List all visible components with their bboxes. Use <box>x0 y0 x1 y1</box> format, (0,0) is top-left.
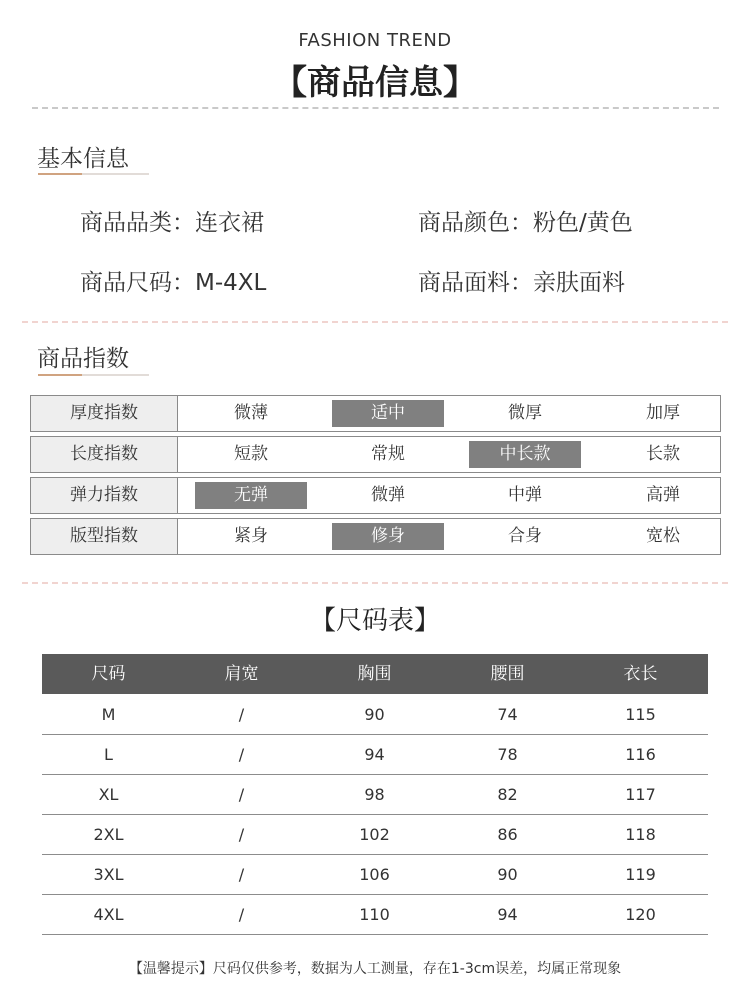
table-cell: L <box>104 745 113 764</box>
table-cell: 90 <box>497 865 518 884</box>
table-row <box>42 895 708 935</box>
info-category: 商品品类：连衣裙 <box>80 210 264 236</box>
index-label: 长度指数 <box>31 437 178 472</box>
table-cell: 98 <box>364 785 385 804</box>
index-option: 短款 <box>234 444 268 464</box>
section-heading-basic: 基本信息 <box>37 146 129 172</box>
size-table-header <box>42 654 708 694</box>
column-header: 衣长 <box>623 664 658 684</box>
table-row <box>42 775 708 815</box>
table-cell: 2XL <box>93 825 124 844</box>
divider <box>22 582 728 584</box>
table-row <box>42 735 708 775</box>
index-option: 紧身 <box>234 526 268 546</box>
section-underline <box>38 173 149 175</box>
table-cell: 116 <box>625 745 656 764</box>
column-header: 尺码 <box>91 664 126 684</box>
column-header: 肩宽 <box>224 664 259 684</box>
table-row <box>42 855 708 895</box>
size-tip: 【温馨提示】尺码仅供参考，数据为人工测量，存在1-3cm误差，均属正常现象 <box>128 961 622 977</box>
table-cell: 78 <box>497 745 518 764</box>
index-option: 宽松 <box>646 526 680 546</box>
table-cell: 82 <box>497 785 518 804</box>
table-cell: 119 <box>625 865 656 884</box>
index-option: 微弹 <box>371 485 405 505</box>
index-option: 中弹 <box>508 485 542 505</box>
table-cell: 120 <box>625 905 656 924</box>
page-title: 【商品信息】 <box>273 63 477 103</box>
index-option-selected: 无弹 <box>195 482 307 509</box>
table-cell: 94 <box>364 745 385 764</box>
table-cell: 94 <box>497 905 518 924</box>
info-color: 商品颜色：粉色/黄色 <box>418 210 633 236</box>
table-cell: / <box>238 705 245 724</box>
table-cell: 118 <box>625 825 656 844</box>
divider <box>32 107 719 109</box>
section-underline <box>38 374 149 376</box>
index-row <box>30 477 721 514</box>
index-option: 高弹 <box>646 485 680 505</box>
index-option-selected: 修身 <box>332 523 444 550</box>
table-cell: 3XL <box>93 865 124 884</box>
info-fabric: 商品面料：亲肤面料 <box>418 270 625 296</box>
table-cell: 102 <box>359 825 390 844</box>
table-cell: / <box>238 785 245 804</box>
column-header: 腰围 <box>490 664 525 684</box>
index-option-selected: 中长款 <box>469 441 581 468</box>
table-cell: / <box>238 745 245 764</box>
size-chart-title: 【尺码表】 <box>309 606 440 636</box>
table-cell: 90 <box>364 705 385 724</box>
index-option: 长款 <box>646 444 680 464</box>
page-subtitle: FASHION TREND <box>298 30 452 51</box>
table-cell: 4XL <box>93 905 124 924</box>
index-label: 弹力指数 <box>31 478 178 513</box>
divider <box>22 321 728 323</box>
index-option: 加厚 <box>646 403 680 423</box>
index-row <box>30 518 721 555</box>
index-row <box>30 395 721 432</box>
table-cell: 115 <box>625 705 656 724</box>
table-cell: / <box>238 905 245 924</box>
table-cell: 117 <box>625 785 656 804</box>
table-row <box>42 815 708 855</box>
index-option: 合身 <box>508 526 542 546</box>
table-cell: 110 <box>359 905 390 924</box>
info-size: 商品尺码：M-4XL <box>80 270 267 296</box>
column-header: 胸围 <box>357 664 392 684</box>
index-option-selected: 适中 <box>332 400 444 427</box>
index-option: 微厚 <box>508 403 542 423</box>
index-label: 厚度指数 <box>31 396 178 431</box>
index-label: 版型指数 <box>31 519 178 554</box>
table-cell: / <box>238 825 245 844</box>
table-cell: M <box>101 705 116 724</box>
section-heading-index: 商品指数 <box>37 346 129 372</box>
table-row <box>42 695 708 735</box>
table-cell: XL <box>98 785 119 804</box>
index-option: 常规 <box>371 444 405 464</box>
table-cell: 106 <box>359 865 390 884</box>
index-row <box>30 436 721 473</box>
table-cell: 74 <box>497 705 518 724</box>
table-cell: / <box>238 865 245 884</box>
index-option: 微薄 <box>234 403 268 423</box>
table-cell: 86 <box>497 825 518 844</box>
